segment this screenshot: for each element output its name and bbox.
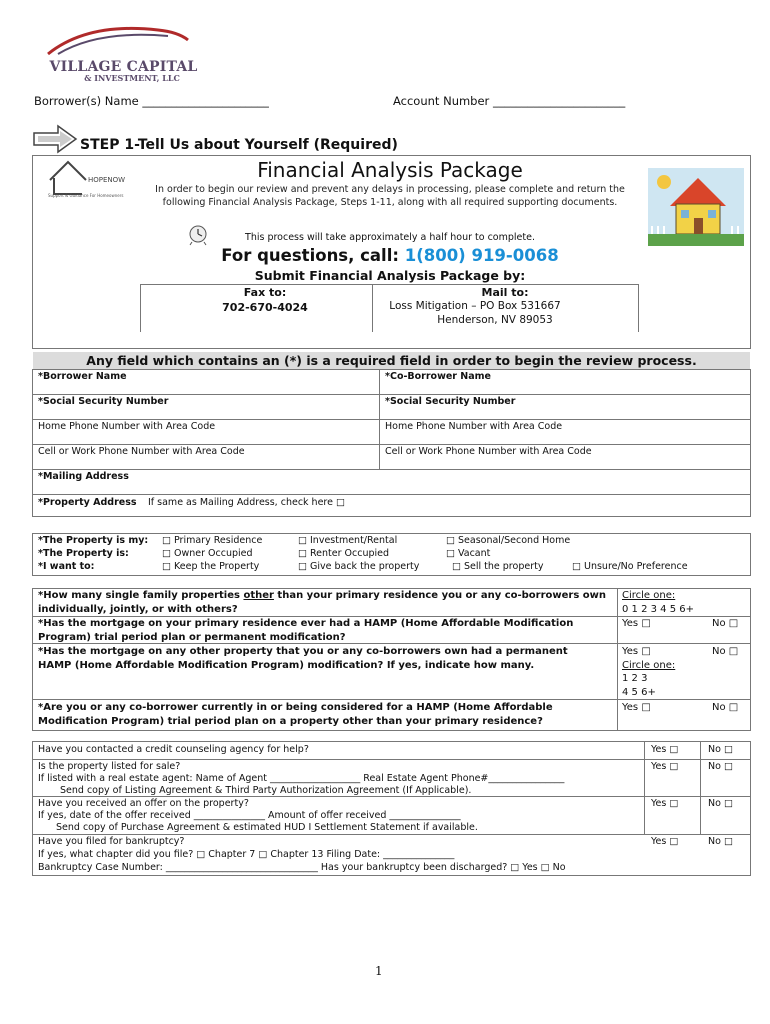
purchase-copy-note: Send copy of Purchase Agreement & estimated HUD I Settlement Statement if available.	[56, 822, 478, 833]
required-note: Any field which contains an (*) is a required field in order to begin the review process.	[33, 352, 750, 369]
home-phone-input[interactable]: Home Phone Number with Area Code	[38, 421, 216, 432]
hamp-question-4: *Are you or any co-borrower currently in or being considered for a HAMP (Home Affordable Modification Program) trial period plan on a property other than your primary residence?	[38, 702, 553, 727]
account-number-field[interactable]: Account Number _______________________	[393, 94, 626, 108]
hamp-question-3: *Has the mortgage on any other property that you or any co-borrowers own had a permanent HAMP (Home Affordable Modification Program) modification? If yes, indicate how many.	[38, 646, 568, 671]
mail-address-line2: Henderson, NV 89053	[437, 314, 553, 326]
row-divider	[32, 469, 751, 470]
renter-occupied-checkbox[interactable]: □ Renter Occupied	[298, 548, 390, 559]
company-subtitle: & INVESTMENT, LLC	[84, 73, 180, 83]
seasonal-home-checkbox[interactable]: □ Seasonal/Second Home	[446, 535, 571, 546]
keep-property-checkbox[interactable]: □ Keep the Property	[162, 561, 260, 572]
offer-question: Have you received an offer on the property?	[38, 798, 249, 809]
fax-number: 702-670-4024	[222, 301, 308, 314]
property-is-my-label: *The Property is my:	[38, 535, 149, 546]
divider	[140, 284, 141, 332]
hamp-question-2: *Has the mortgage on your primary residence ever had a HAMP (Home Affordable Modification Program) trial period plan or permanent modification?	[38, 618, 574, 643]
listed-sale-question: Is the property listed for sale?	[38, 761, 181, 772]
q3-options-row2[interactable]: 4 5 6+	[622, 687, 656, 698]
unsure-checkbox[interactable]: □ Unsure/No Preference	[572, 561, 688, 572]
q4-yes-checkbox[interactable]: Yes □	[622, 702, 651, 713]
bankruptcy-case-field[interactable]: Bankruptcy Case Number: ________________________________ Has your bankruptcy been discharged? □ Yes □ No	[38, 862, 566, 873]
svg-text:Support & Guidance For Homeown: Support & Guidance For Homeowners	[48, 193, 124, 198]
vacant-checkbox[interactable]: □ Vacant	[446, 548, 491, 559]
sale-no-checkbox[interactable]: No □	[708, 761, 733, 772]
q2-no-checkbox[interactable]: No □	[712, 618, 739, 629]
intro-text: In order to begin our review and prevent any delays in processing, please complete and return the following Financial Analysis Package, Steps 1-11, along with all required supporting documents.	[155, 184, 625, 208]
house-illustration	[648, 168, 744, 246]
investment-rental-checkbox[interactable]: □ Investment/Rental	[298, 535, 398, 546]
q1-text-a: *How many single family properties	[38, 590, 244, 601]
arrow-right-icon	[32, 124, 78, 158]
q2-yes-checkbox[interactable]: Yes □	[622, 618, 651, 629]
mail-address-line1: Loss Mitigation – PO Box 531667	[389, 300, 561, 312]
cell-phone-input[interactable]: Cell or Work Phone Number with Area Code	[38, 446, 245, 457]
q3-yes-checkbox[interactable]: Yes □	[622, 646, 651, 657]
column-divider	[617, 588, 618, 731]
offer-yes-checkbox[interactable]: Yes □	[651, 798, 679, 809]
listing-copy-note: Send copy of Listing Agreement & Third Party Authorization Agreement (If Applicable).	[60, 785, 472, 796]
give-back-checkbox[interactable]: □ Give back the property	[298, 561, 420, 572]
same-address-checkbox[interactable]: If same as Mailing Address, check here □	[148, 497, 345, 508]
counseling-yes-checkbox[interactable]: Yes □	[651, 744, 679, 755]
coborrower-name-input[interactable]: *Co-Borrower Name	[385, 371, 491, 382]
q1-text-b: than your primary residence you or any co-borrowers own individually, jointly, or with others?	[38, 590, 607, 615]
primary-residence-checkbox[interactable]: □ Primary Residence	[162, 535, 263, 546]
fax-label: Fax to:	[243, 286, 287, 299]
step-title: STEP 1-Tell Us about Yourself (Required)	[80, 137, 398, 153]
owner-occupied-checkbox[interactable]: □ Owner Occupied	[162, 548, 253, 559]
divider	[140, 284, 638, 285]
svg-text:HOPENOW: HOPENOW	[88, 176, 126, 184]
bankruptcy-no-checkbox[interactable]: No □	[708, 836, 733, 847]
questions-label: For questions, call:	[221, 246, 405, 265]
offer-details-field[interactable]: If yes, date of the offer received _______________ Amount of offer received _______________	[38, 810, 461, 821]
hamp-question-1	[38, 589, 613, 616]
q3-no-checkbox[interactable]: No □	[712, 646, 739, 657]
page-number: 1	[375, 964, 383, 978]
q3-options-row1[interactable]: 1 2 3	[622, 673, 648, 684]
column-divider	[700, 741, 701, 834]
offer-no-checkbox[interactable]: No □	[708, 798, 733, 809]
borrower-name-field[interactable]: Borrower(s) Name ______________________	[34, 94, 269, 108]
mail-label: Mail to:	[481, 286, 529, 299]
i-want-to-label: *I want to:	[38, 561, 95, 572]
q3-circle-label: Circle one:	[622, 660, 676, 671]
package-title: Financial Analysis Package	[257, 158, 523, 182]
q1-underlined: other	[243, 590, 274, 601]
hopenow-logo	[46, 158, 136, 198]
questions-phone	[140, 246, 640, 265]
mailing-address-input[interactable]: *Mailing Address	[38, 471, 129, 482]
row-divider	[32, 834, 751, 835]
bankruptcy-yes-checkbox[interactable]: Yes □	[651, 836, 679, 847]
co-home-phone-input[interactable]: Home Phone Number with Area Code	[385, 421, 563, 432]
column-divider	[379, 369, 380, 469]
borrower-name-input[interactable]: *Borrower Name	[38, 371, 127, 382]
sell-property-checkbox[interactable]: □ Sell the property	[452, 561, 544, 572]
row-divider	[32, 394, 751, 395]
divider	[638, 284, 639, 332]
property-address-input[interactable]: *Property Address	[38, 497, 137, 508]
agent-info-field[interactable]: If listed with a real estate agent: Name of Agent ___________________ Real Estate Agent Phone#________________	[38, 773, 565, 784]
bankruptcy-chapter-field[interactable]: If yes, what chapter did you file? □ Chapter 7 □ Chapter 13 Filing Date: _______________	[38, 849, 455, 860]
bankruptcy-question: Have you filed for bankruptcy?	[38, 836, 185, 847]
property-is-label: *The Property is:	[38, 548, 129, 559]
co-ssn-input[interactable]: *Social Security Number	[385, 396, 516, 407]
counseling-no-checkbox[interactable]: No □	[708, 744, 733, 755]
phone-number[interactable]: 1(800) 919-0068	[404, 246, 559, 265]
row-divider	[32, 444, 751, 445]
counseling-question: Have you contacted a credit counseling agency for help?	[38, 744, 309, 755]
row-divider	[32, 494, 751, 495]
submit-heading: Submit Financial Analysis Package by:	[254, 268, 526, 283]
row-divider	[32, 419, 751, 420]
time-note: This process will take approximately a half hour to complete.	[245, 232, 535, 243]
sale-yes-checkbox[interactable]: Yes □	[651, 761, 679, 772]
ssn-input[interactable]: *Social Security Number	[38, 396, 169, 407]
co-cell-phone-input[interactable]: Cell or Work Phone Number with Area Code	[385, 446, 592, 457]
company-name: VILLAGE CAPITAL	[49, 59, 198, 75]
q1-options[interactable]: 0 1 2 3 4 5 6+	[622, 604, 694, 615]
column-divider	[644, 741, 645, 834]
q1-circle-label: Circle one:	[622, 590, 676, 601]
q4-no-checkbox[interactable]: No □	[712, 702, 739, 713]
